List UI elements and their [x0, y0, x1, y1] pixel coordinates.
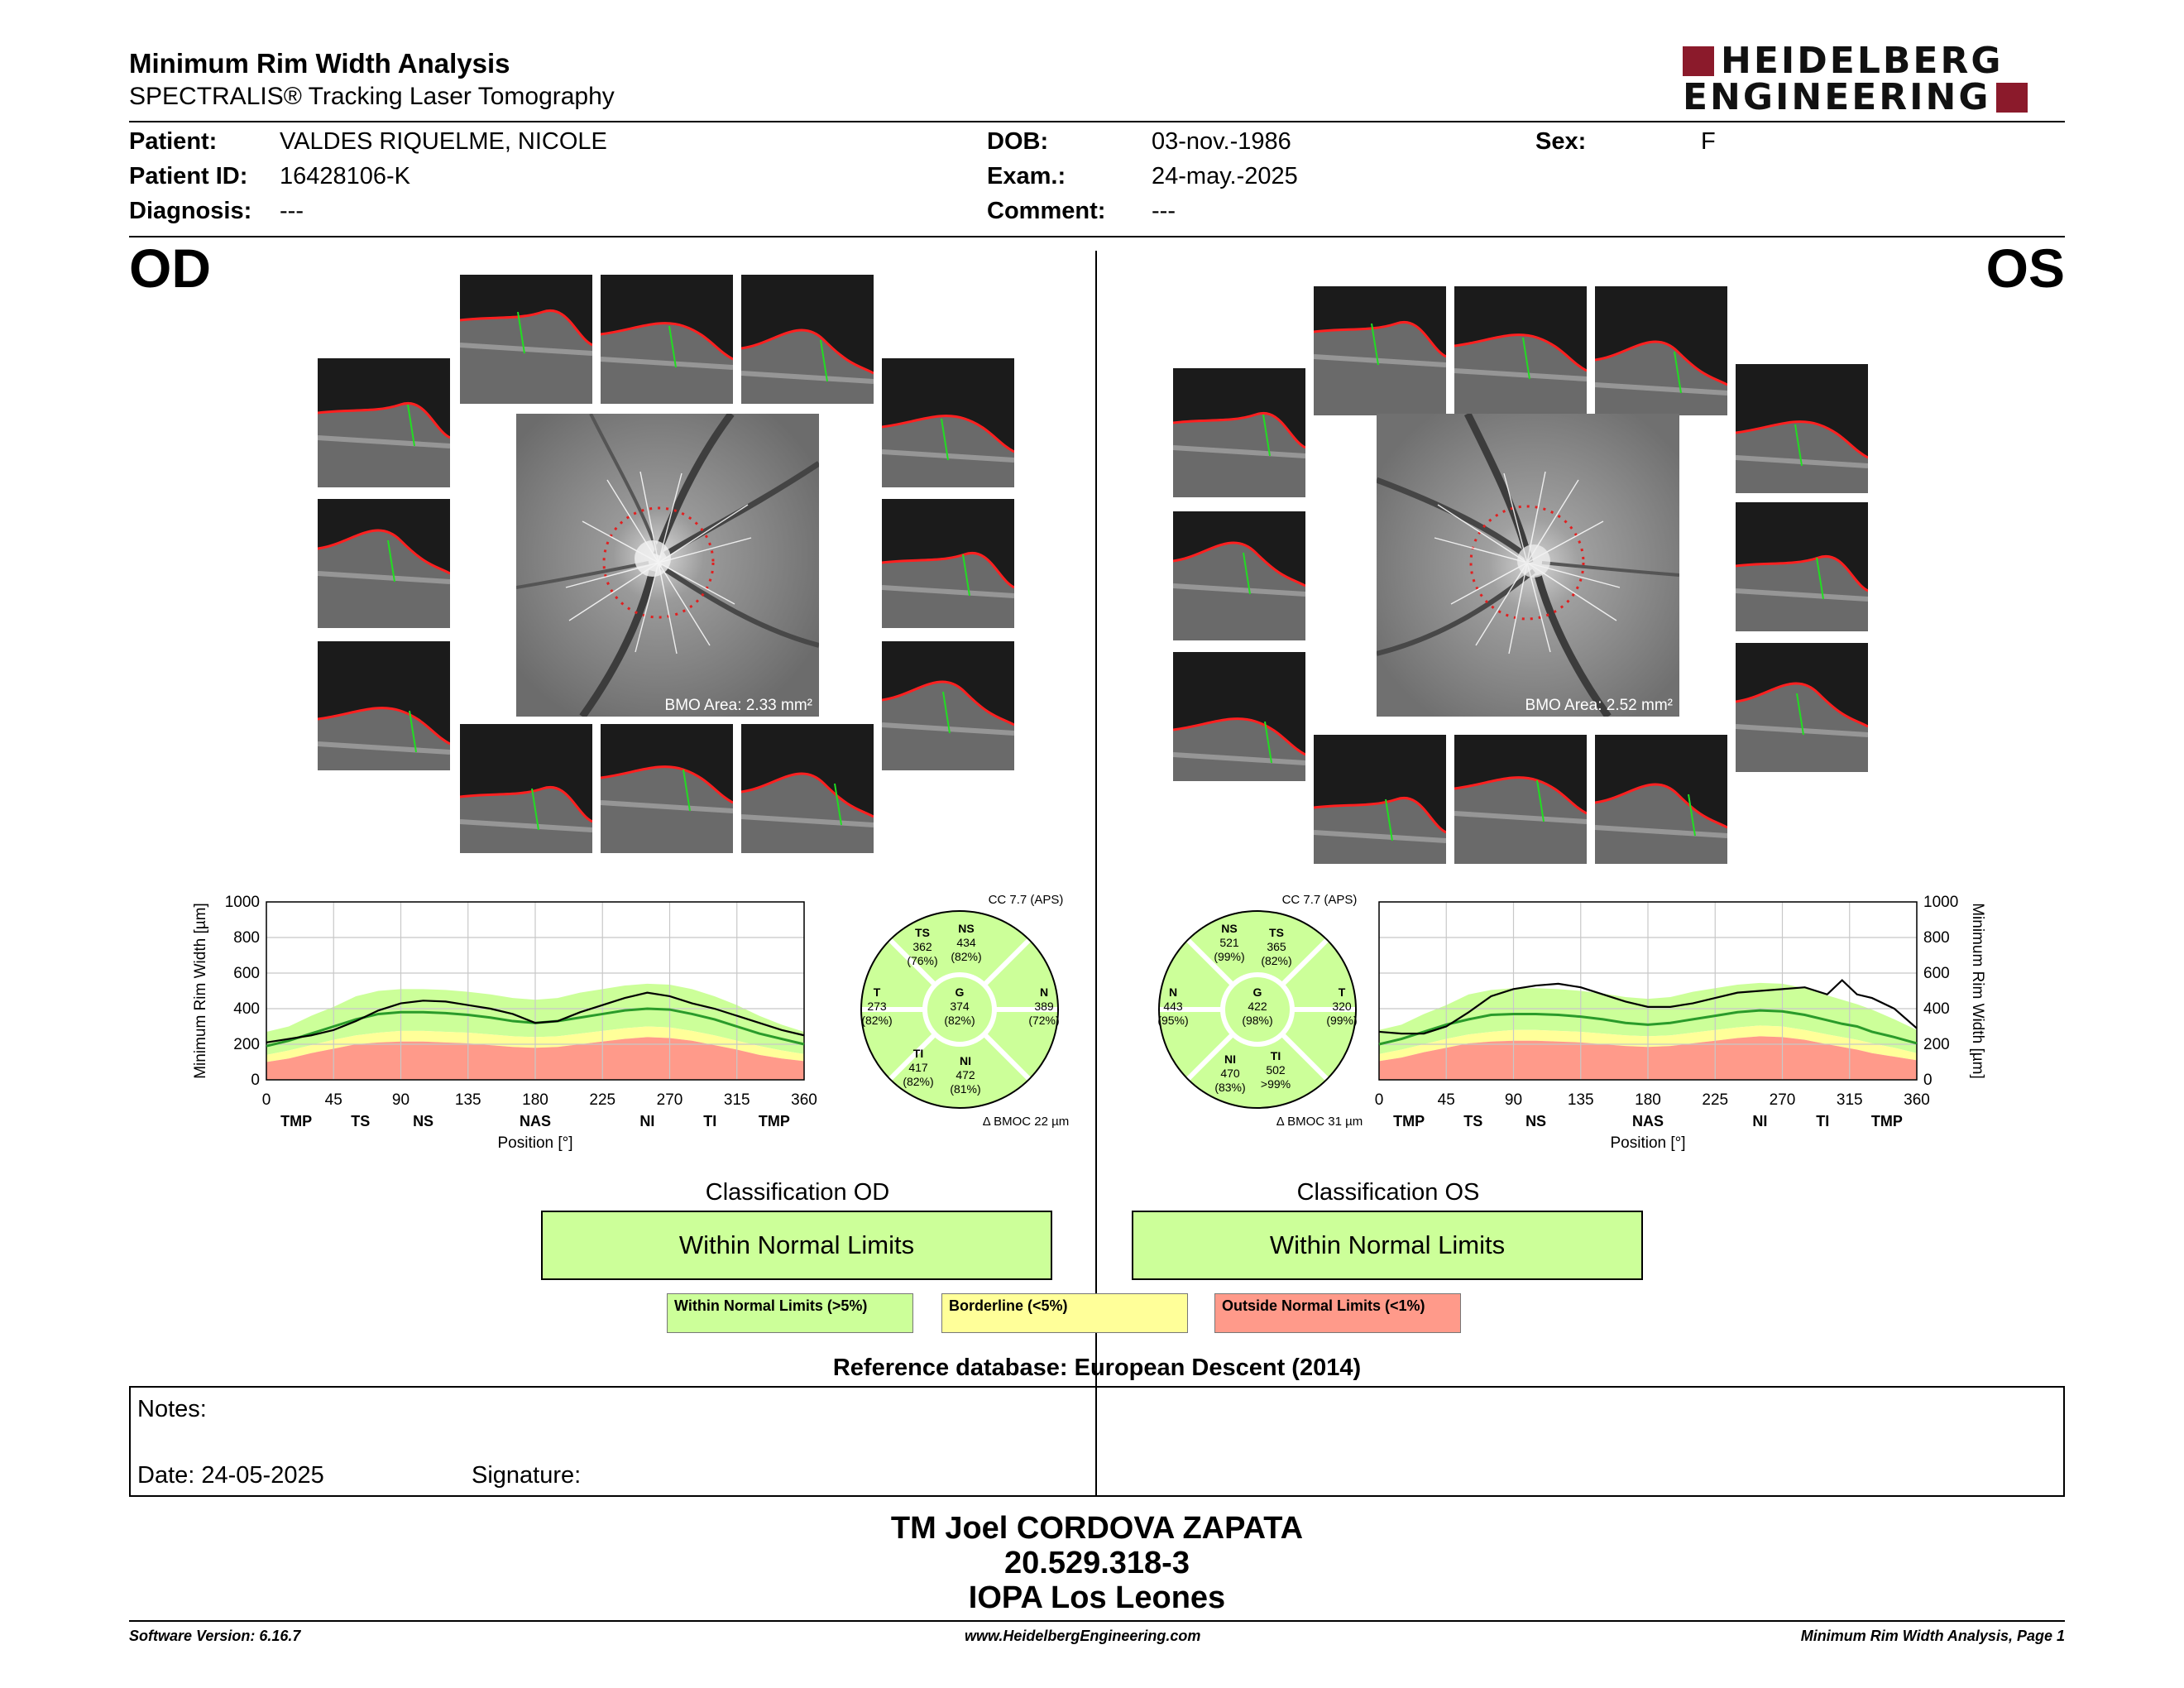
sector-name: NI	[1224, 1053, 1236, 1066]
os-bscan-tile	[1173, 652, 1305, 781]
software-version: Software Version: 6.16.7	[129, 1628, 301, 1644]
page-label: Minimum Rim Width Analysis, Page 1	[1800, 1628, 2065, 1644]
sector-name: TI	[912, 1047, 924, 1060]
sector-label: NS	[413, 1113, 434, 1129]
y-tick-label: 1000	[1923, 894, 1959, 911]
sector-name: NS	[1221, 922, 1238, 935]
sector-percent: (82%)	[903, 1075, 934, 1088]
y-tick-label: 0	[251, 1072, 260, 1089]
sector-percent: (82%)	[944, 1014, 975, 1027]
sector-label: TMP	[758, 1113, 790, 1129]
comment-label: Comment:	[987, 198, 1106, 224]
os-bscan-tile	[1173, 511, 1305, 640]
sector-percent: (99%)	[1214, 950, 1245, 963]
od-classification-box: Within Normal Limits	[541, 1211, 1052, 1280]
y-tick-label: 200	[233, 1036, 260, 1053]
od-bscan-image	[318, 641, 450, 770]
sector-label: NI	[1752, 1113, 1768, 1129]
sector-percent: (72%)	[1028, 1014, 1060, 1027]
sector-percent: (81%)	[950, 1082, 981, 1096]
od-bscan-tile	[601, 275, 733, 404]
sector-name: TI	[1270, 1049, 1281, 1062]
sector-name: T	[1338, 985, 1346, 999]
dob-value: 03-nov.-1986	[1152, 128, 1291, 155]
sector-value: 434	[956, 936, 976, 949]
notes-box	[129, 1386, 2065, 1497]
sector-value: 521	[1219, 936, 1239, 949]
patient-name: VALDES RIQUELME, NICOLE	[280, 128, 607, 155]
os-bscan-image	[1173, 368, 1305, 497]
sector-name: T	[873, 985, 881, 999]
od-bscan-tile	[318, 641, 450, 770]
os-bscan-tile	[1454, 735, 1587, 864]
x-tick-label: 180	[1635, 1091, 1661, 1109]
od-bscan-tile	[741, 275, 874, 404]
y-tick-label: 600	[233, 965, 260, 982]
os-bscan-tile	[1736, 364, 1868, 493]
signer-name: TM Joel CORDOVA ZAPATA	[890, 1511, 1304, 1546]
heidelberg-logo: HEIDELBERG ENGINEERING	[1683, 43, 2065, 116]
sector-label: TI	[703, 1113, 717, 1129]
os-bscan-image	[1595, 286, 1727, 415]
cc-label: CC 7.7 (APS)	[1281, 893, 1358, 907]
os-classification-title: Classification OS	[1296, 1179, 1480, 1206]
comment-value: ---	[1152, 198, 1176, 224]
os-classification-box: Within Normal Limits	[1132, 1211, 1643, 1280]
sector-name: NI	[960, 1054, 971, 1067]
dob-label: DOB:	[987, 128, 1049, 155]
x-tick-label: 315	[723, 1091, 750, 1109]
od-bscan-image	[601, 275, 733, 404]
sector-percent: (83%)	[1214, 1081, 1246, 1094]
os-bscan-image	[1736, 364, 1868, 493]
sector-percent: (95%)	[1157, 1014, 1189, 1027]
x-tick-label: 135	[454, 1091, 481, 1109]
logo-square-icon	[1683, 46, 1714, 76]
od-bscan-image	[882, 641, 1014, 770]
os-bmo-area: BMO Area: 2.52 mm²	[1525, 697, 1673, 714]
os-bscan-image	[1173, 511, 1305, 640]
od-fundus-svg	[516, 414, 819, 717]
sector-name: TS	[1269, 926, 1284, 939]
x-tick-label: 90	[1504, 1091, 1523, 1109]
legend-borderline: Borderline (<5%)	[941, 1293, 1188, 1333]
os-bscan-tile	[1173, 368, 1305, 497]
x-axis-label: Position [°]	[1610, 1134, 1686, 1152]
sector-label: NAS	[519, 1113, 552, 1129]
reference-database: Reference database: European Descent (2014)	[832, 1355, 1362, 1381]
od-bscan-image	[601, 724, 733, 853]
od-bscan-tile	[318, 358, 450, 487]
os-mrw-chart	[1369, 894, 2031, 1175]
os-bscan-image	[1595, 735, 1727, 864]
x-tick-label: 0	[261, 1091, 271, 1109]
od-bscan-tile	[460, 275, 592, 404]
od-bscan-image	[460, 275, 592, 404]
os-bscan-tile	[1454, 286, 1587, 415]
exam-label: Exam.:	[987, 163, 1066, 189]
sector-value: 472	[956, 1068, 975, 1081]
od-bscan-tile	[741, 724, 874, 853]
od-bscan-image	[741, 275, 874, 404]
patient-label: Patient:	[129, 128, 218, 155]
sector-label: TS	[1463, 1113, 1483, 1129]
x-tick-label: 45	[324, 1091, 342, 1109]
od-bscan-image	[318, 358, 450, 487]
website-link[interactable]: www.HeidelbergEngineering.com	[965, 1628, 1201, 1644]
od-fundus-image	[516, 414, 819, 717]
y-axis-label: Minimum Rim Width [µm]	[1969, 903, 1986, 1079]
x-tick-label: 180	[522, 1091, 548, 1109]
y-tick-label: 400	[233, 1000, 260, 1018]
x-axis-label: Position [°]	[497, 1134, 573, 1152]
y-tick-label: 800	[233, 929, 260, 947]
os-bscan-image	[1173, 652, 1305, 781]
os-bscan-image	[1314, 735, 1446, 864]
sector-label: TS	[351, 1113, 371, 1129]
sector-label: NAS	[1631, 1113, 1664, 1129]
os-fundus-image	[1377, 414, 1679, 717]
report-title: Minimum Rim Width Analysis	[129, 48, 510, 79]
os-bscan-tile	[1736, 643, 1868, 772]
os-bscan-tile	[1595, 286, 1727, 415]
y-tick-label: 1000	[224, 894, 260, 911]
sector-label: TI	[1816, 1113, 1830, 1129]
sector-value: 273	[867, 1000, 887, 1013]
os-bscan-tile	[1736, 502, 1868, 631]
x-tick-label: 225	[1702, 1091, 1729, 1109]
sector-percent: >99%	[1260, 1077, 1291, 1091]
x-tick-label: 360	[791, 1091, 817, 1109]
signature-label: Signature:	[472, 1462, 582, 1489]
x-tick-label: 315	[1836, 1091, 1863, 1109]
sector-value: 470	[1220, 1067, 1240, 1080]
sector-value: 365	[1267, 940, 1286, 953]
bmoc-label: Δ BMOC 22 µm	[982, 1115, 1070, 1129]
x-tick-label: 225	[589, 1091, 616, 1109]
sector-value: 422	[1248, 1000, 1267, 1013]
od-bscan-image	[882, 499, 1014, 628]
od-sector-pie	[836, 885, 1084, 1134]
od-bscan-image	[741, 724, 874, 853]
od-bscan-image	[318, 499, 450, 628]
legend-outside: Outside Normal Limits (<1%)	[1214, 1293, 1461, 1333]
sector-value: 362	[912, 940, 932, 953]
exam-value: 24-may.-2025	[1152, 163, 1298, 189]
y-tick-label: 800	[1923, 929, 1950, 947]
x-tick-label: 135	[1567, 1091, 1594, 1109]
y-tick-label: 200	[1923, 1036, 1950, 1053]
os-bscan-image	[1736, 502, 1868, 631]
os-bscan-image	[1314, 286, 1446, 415]
sector-percent: (99%)	[1326, 1014, 1358, 1027]
od-bscan-image	[460, 724, 592, 853]
report-subtitle: SPECTRALIS® Tracking Laser Tomography	[129, 83, 615, 110]
x-tick-label: 360	[1904, 1091, 1930, 1109]
date-label: Date: 24-05-2025	[137, 1462, 324, 1489]
od-bscan-tile	[460, 724, 592, 853]
sector-percent: (76%)	[907, 954, 938, 967]
sector-name: G	[1252, 985, 1262, 999]
sector-label: TMP	[280, 1113, 313, 1129]
footer-rule	[129, 1620, 2065, 1622]
cc-label: CC 7.7 (APS)	[988, 893, 1064, 907]
notes-label: Notes:	[137, 1396, 207, 1422]
od-bscan-image	[882, 358, 1014, 487]
sector-value: 374	[950, 1000, 970, 1013]
od-bscan-tile	[882, 499, 1014, 628]
sector-label: NS	[1525, 1113, 1547, 1129]
sector-label: NI	[639, 1113, 655, 1129]
y-tick-label: 0	[1923, 1072, 1933, 1089]
sector-percent: (98%)	[1242, 1014, 1273, 1027]
od-bmo-area: BMO Area: 2.33 mm²	[664, 697, 812, 714]
os-bscan-tile	[1314, 286, 1446, 415]
sector-name: NS	[958, 922, 975, 935]
sector-percent: (82%)	[951, 950, 982, 963]
x-tick-label: 45	[1437, 1091, 1455, 1109]
os-bscan-image	[1454, 286, 1587, 415]
x-tick-label: 0	[1374, 1091, 1384, 1109]
signer-institution: IOPA Los Leones	[968, 1580, 1226, 1615]
od-bscan-tile	[882, 641, 1014, 770]
sector-percent: (82%)	[861, 1014, 893, 1027]
bmoc-label: Δ BMOC 31 µm	[1276, 1115, 1363, 1129]
header-rule	[129, 121, 2065, 122]
eye-label-os: OS	[1985, 237, 2065, 299]
sector-value: 502	[1266, 1063, 1286, 1077]
os-bscan-image	[1454, 735, 1587, 864]
info-rule	[129, 236, 2065, 237]
sector-name: TS	[915, 926, 930, 939]
legend-within: Within Normal Limits (>5%)	[667, 1293, 913, 1333]
os-bscan-image	[1736, 643, 1868, 772]
patient-id-label: Patient ID:	[129, 163, 248, 189]
sector-value: 417	[908, 1061, 928, 1074]
x-tick-label: 270	[656, 1091, 683, 1109]
y-axis-label: Minimum Rim Width [µm]	[192, 903, 209, 1079]
signer-id: 20.529.318-3	[1004, 1546, 1190, 1580]
y-tick-label: 600	[1923, 965, 1950, 982]
eye-label-od: OD	[129, 237, 211, 299]
x-tick-label: 270	[1769, 1091, 1796, 1109]
od-bscan-tile	[882, 358, 1014, 487]
sector-value: 443	[1163, 1000, 1183, 1013]
os-fundus-svg	[1377, 414, 1679, 717]
od-bscan-tile	[601, 724, 733, 853]
sector-name: N	[1168, 985, 1178, 999]
y-tick-label: 400	[1923, 1000, 1950, 1018]
os-bscan-tile	[1314, 735, 1446, 864]
sector-value: 320	[1332, 1000, 1352, 1013]
sector-name: G	[955, 985, 965, 999]
sector-value: 389	[1034, 1000, 1054, 1013]
sector-label: TMP	[1393, 1113, 1425, 1129]
sex-label: Sex:	[1535, 128, 1587, 155]
sector-label: TMP	[1870, 1113, 1903, 1129]
od-mrw-chart	[190, 894, 836, 1175]
od-classification-title: Classification OD	[705, 1179, 890, 1206]
sex-value: F	[1701, 128, 1716, 155]
os-bscan-tile	[1595, 735, 1727, 864]
x-tick-label: 90	[391, 1091, 410, 1109]
sector-name: N	[1039, 985, 1049, 999]
patient-id-value: 16428106-K	[280, 163, 411, 189]
od-bscan-tile	[318, 499, 450, 628]
diagnosis-value: ---	[280, 198, 304, 224]
sector-percent: (82%)	[1261, 954, 1292, 967]
diagnosis-label: Diagnosis:	[129, 198, 252, 224]
os-sector-pie	[1133, 885, 1382, 1134]
